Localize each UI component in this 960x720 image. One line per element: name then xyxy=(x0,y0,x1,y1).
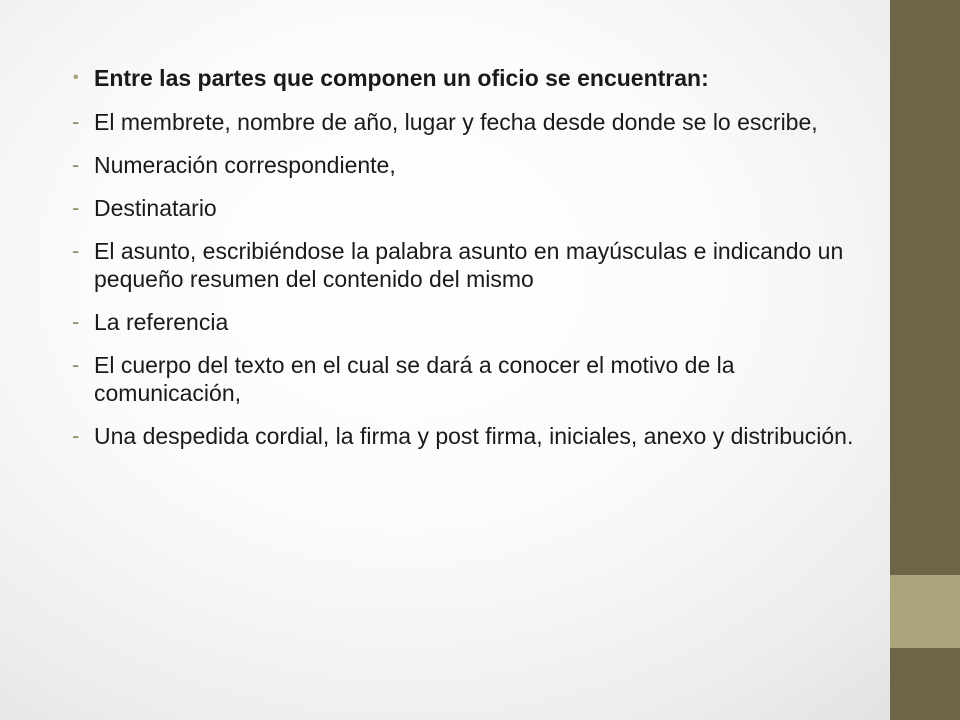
dash-icon: - xyxy=(72,309,80,334)
list-item-text: El asunto, escribiéndose la palabra asunto en mayúsculas e indicando un pequeño resumen del contenido del mismo xyxy=(94,238,844,292)
slide-content xyxy=(72,64,872,465)
dash-icon: - xyxy=(72,238,80,263)
dash-icon: - xyxy=(72,109,80,134)
list-item-text: Numeración correspondiente, xyxy=(94,152,396,178)
dash-icon: - xyxy=(72,352,80,377)
list-item-text: El membrete, nombre de año, lugar y fecha desde donde se lo escribe, xyxy=(94,109,818,135)
list-item xyxy=(72,108,872,136)
slide-heading-item xyxy=(72,64,872,92)
sidebar-bottom-block xyxy=(890,648,960,720)
dash-icon: - xyxy=(72,152,80,177)
bullet-icon: • xyxy=(73,69,79,86)
decorative-sidebar xyxy=(890,0,960,720)
list-item xyxy=(72,151,872,179)
dash-icon: - xyxy=(72,195,80,220)
slide-heading: Entre las partes que componen un oficio se encuentran: xyxy=(94,65,709,91)
list-item xyxy=(72,237,872,293)
list-item-text: Una despedida cordial, la firma y post firma, iniciales, anexo y distribución. xyxy=(94,423,854,449)
list-item xyxy=(72,194,872,222)
list-item-text: La referencia xyxy=(94,309,229,335)
list-item-text: Destinatario xyxy=(94,195,217,221)
sidebar-middle-block xyxy=(890,575,960,648)
list-item xyxy=(72,308,872,336)
list-item xyxy=(72,351,872,407)
dash-icon: - xyxy=(72,423,80,448)
list-item xyxy=(72,422,872,450)
sidebar-top-block xyxy=(890,0,960,575)
list-item-text: El cuerpo del texto en el cual se dará a conocer el motivo de la comunicación, xyxy=(94,352,735,406)
